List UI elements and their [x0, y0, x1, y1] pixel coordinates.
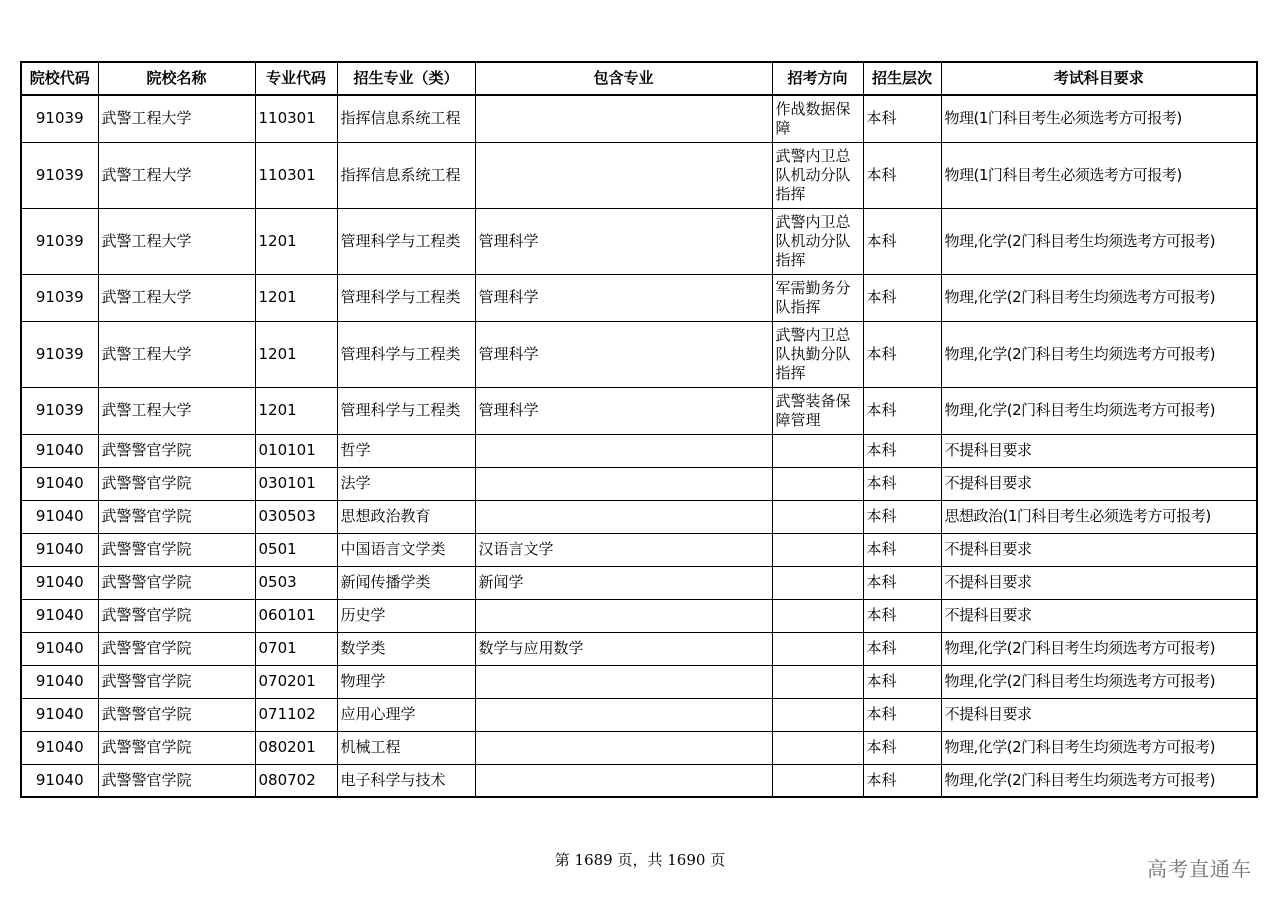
cell-subject-requirement: 不提科目要求	[941, 434, 1257, 467]
cell-subject-requirement: 物理,化学(2门科目考生均须选考方可报考)	[941, 632, 1257, 665]
table-row	[21, 467, 1257, 500]
cell-included-majors	[475, 731, 772, 764]
cell-included-majors: 管理科学	[475, 387, 772, 434]
cell-major: 管理科学与工程类	[337, 274, 475, 321]
header-row	[21, 62, 1257, 95]
cell-school-name: 武警工程大学	[98, 208, 255, 274]
cell-school-code: 91039	[21, 208, 98, 274]
cell-major: 管理科学与工程类	[337, 208, 475, 274]
table-row	[21, 387, 1257, 434]
header-level: 招生层次	[863, 62, 941, 95]
cell-major: 机械工程	[337, 731, 475, 764]
cell-major: 电子科学与技术	[337, 764, 475, 797]
cell-level: 本科	[863, 731, 941, 764]
cell-major-code: 060101	[255, 599, 337, 632]
cell-subject-requirement: 物理,化学(2门科目考生均须选考方可报考)	[941, 764, 1257, 797]
table-row	[21, 500, 1257, 533]
cell-direction	[772, 764, 863, 797]
header-direction: 招考方向	[772, 62, 863, 95]
table-body	[21, 95, 1257, 797]
cell-major: 应用心理学	[337, 698, 475, 731]
cell-major-code: 0501	[255, 533, 337, 566]
cell-direction	[772, 665, 863, 698]
cell-school-name: 武警工程大学	[98, 274, 255, 321]
cell-subject-requirement: 不提科目要求	[941, 467, 1257, 500]
header-major: 招生专业（类）	[337, 62, 475, 95]
cell-direction: 武警内卫总队机动分队指挥	[772, 142, 863, 208]
cell-direction	[772, 632, 863, 665]
table-row	[21, 434, 1257, 467]
cell-major-code: 110301	[255, 95, 337, 142]
cell-major: 思想政治教育	[337, 500, 475, 533]
cell-school-code: 91039	[21, 95, 98, 142]
cell-school-name: 武警警官学院	[98, 731, 255, 764]
table-row	[21, 632, 1257, 665]
cell-included-majors	[475, 142, 772, 208]
cell-direction	[772, 566, 863, 599]
cell-major-code: 1201	[255, 208, 337, 274]
cell-direction	[772, 731, 863, 764]
cell-level: 本科	[863, 95, 941, 142]
cell-subject-requirement: 思想政治(1门科目考生必须选考方可报考)	[941, 500, 1257, 533]
cell-school-code: 91040	[21, 533, 98, 566]
cell-direction: 武警内卫总队机动分队指挥	[772, 208, 863, 274]
table-row	[21, 698, 1257, 731]
cell-direction: 武警装备保障管理	[772, 387, 863, 434]
cell-school-code: 91040	[21, 731, 98, 764]
cell-direction	[772, 698, 863, 731]
cell-direction	[772, 500, 863, 533]
cell-level: 本科	[863, 500, 941, 533]
cell-included-majors: 数学与应用数学	[475, 632, 772, 665]
cell-school-code: 91040	[21, 599, 98, 632]
header-major-code: 专业代码	[255, 62, 337, 95]
cell-direction	[772, 467, 863, 500]
cell-school-code: 91040	[21, 500, 98, 533]
cell-included-majors: 汉语言文学	[475, 533, 772, 566]
cell-school-name: 武警警官学院	[98, 599, 255, 632]
cell-direction: 武警内卫总队执勤分队指挥	[772, 321, 863, 387]
cell-school-code: 91040	[21, 632, 98, 665]
table-row	[21, 533, 1257, 566]
cell-major: 新闻传播学类	[337, 566, 475, 599]
cell-school-code: 91039	[21, 321, 98, 387]
cell-direction	[772, 533, 863, 566]
header-school-code: 院校代码	[21, 62, 98, 95]
cell-subject-requirement: 物理,化学(2门科目考生均须选考方可报考)	[941, 665, 1257, 698]
table-row	[21, 665, 1257, 698]
cell-school-name: 武警工程大学	[98, 321, 255, 387]
table-row	[21, 274, 1257, 321]
cell-major-code: 1201	[255, 387, 337, 434]
cell-school-code: 91040	[21, 467, 98, 500]
cell-school-name: 武警警官学院	[98, 764, 255, 797]
cell-major-code: 0701	[255, 632, 337, 665]
table-row	[21, 95, 1257, 142]
cell-subject-requirement: 物理,化学(2门科目考生均须选考方可报考)	[941, 321, 1257, 387]
cell-level: 本科	[863, 599, 941, 632]
cell-level: 本科	[863, 274, 941, 321]
cell-major: 数学类	[337, 632, 475, 665]
cell-major-code: 010101	[255, 434, 337, 467]
cell-level: 本科	[863, 533, 941, 566]
cell-school-code: 91040	[21, 764, 98, 797]
cell-included-majors	[475, 665, 772, 698]
cell-subject-requirement: 物理(1门科目考生必须选考方可报考)	[941, 95, 1257, 142]
table-row	[21, 599, 1257, 632]
cell-school-code: 91040	[21, 434, 98, 467]
cell-subject-requirement: 物理,化学(2门科目考生均须选考方可报考)	[941, 208, 1257, 274]
header-school-name: 院校名称	[98, 62, 255, 95]
cell-school-code: 91039	[21, 142, 98, 208]
cell-level: 本科	[863, 387, 941, 434]
cell-subject-requirement: 物理,化学(2门科目考生均须选考方可报考)	[941, 387, 1257, 434]
header-subject-requirement: 考试科目要求	[941, 62, 1257, 95]
admissions-table	[20, 61, 1258, 798]
cell-level: 本科	[863, 467, 941, 500]
cell-major: 管理科学与工程类	[337, 321, 475, 387]
cell-subject-requirement: 不提科目要求	[941, 599, 1257, 632]
cell-major-code: 110301	[255, 142, 337, 208]
table-row	[21, 566, 1257, 599]
cell-subject-requirement: 物理,化学(2门科目考生均须选考方可报考)	[941, 274, 1257, 321]
cell-subject-requirement: 不提科目要求	[941, 698, 1257, 731]
cell-level: 本科	[863, 764, 941, 797]
cell-school-code: 91039	[21, 387, 98, 434]
cell-school-name: 武警警官学院	[98, 566, 255, 599]
cell-level: 本科	[863, 208, 941, 274]
header-included-majors: 包含专业	[475, 62, 772, 95]
table-row	[21, 142, 1257, 208]
table-row	[21, 764, 1257, 797]
cell-major: 中国语言文学类	[337, 533, 475, 566]
cell-major-code: 071102	[255, 698, 337, 731]
cell-major-code: 080702	[255, 764, 337, 797]
cell-subject-requirement: 不提科目要求	[941, 533, 1257, 566]
cell-level: 本科	[863, 434, 941, 467]
cell-major-code: 1201	[255, 321, 337, 387]
cell-major-code: 030101	[255, 467, 337, 500]
table-row	[21, 321, 1257, 387]
cell-level: 本科	[863, 698, 941, 731]
cell-major: 哲学	[337, 434, 475, 467]
cell-included-majors	[475, 95, 772, 142]
cell-major-code: 030503	[255, 500, 337, 533]
cell-major: 物理学	[337, 665, 475, 698]
cell-school-code: 91040	[21, 698, 98, 731]
cell-direction: 军需勤务分队指挥	[772, 274, 863, 321]
cell-subject-requirement: 不提科目要求	[941, 566, 1257, 599]
cell-major-code: 1201	[255, 274, 337, 321]
cell-included-majors: 管理科学	[475, 321, 772, 387]
cell-subject-requirement: 物理,化学(2门科目考生均须选考方可报考)	[941, 731, 1257, 764]
cell-school-code: 91040	[21, 566, 98, 599]
cell-major: 指挥信息系统工程	[337, 95, 475, 142]
cell-included-majors	[475, 434, 772, 467]
page-number: 第 1689 页，共 1690 页	[554, 851, 726, 869]
cell-included-majors	[475, 599, 772, 632]
cell-school-code: 91040	[21, 665, 98, 698]
cell-included-majors: 新闻学	[475, 566, 772, 599]
cell-major: 指挥信息系统工程	[337, 142, 475, 208]
cell-major: 法学	[337, 467, 475, 500]
cell-level: 本科	[863, 566, 941, 599]
cell-major: 管理科学与工程类	[337, 387, 475, 434]
cell-school-code: 91039	[21, 274, 98, 321]
cell-level: 本科	[863, 632, 941, 665]
table-row	[21, 208, 1257, 274]
cell-direction	[772, 434, 863, 467]
cell-major: 历史学	[337, 599, 475, 632]
cell-school-name: 武警警官学院	[98, 533, 255, 566]
cell-school-name: 武警警官学院	[98, 632, 255, 665]
cell-school-name: 武警工程大学	[98, 387, 255, 434]
cell-included-majors	[475, 764, 772, 797]
cell-school-name: 武警工程大学	[98, 142, 255, 208]
table-row	[21, 731, 1257, 764]
cell-major-code: 070201	[255, 665, 337, 698]
cell-school-name: 武警工程大学	[98, 95, 255, 142]
cell-level: 本科	[863, 142, 941, 208]
cell-included-majors: 管理科学	[475, 274, 772, 321]
cell-major-code: 080201	[255, 731, 337, 764]
cell-major-code: 0503	[255, 566, 337, 599]
cell-school-name: 武警警官学院	[98, 467, 255, 500]
cell-direction	[772, 599, 863, 632]
cell-school-name: 武警警官学院	[98, 698, 255, 731]
cell-school-name: 武警警官学院	[98, 665, 255, 698]
table-header	[21, 62, 1257, 95]
cell-included-majors: 管理科学	[475, 208, 772, 274]
cell-direction: 作战数据保障	[772, 95, 863, 142]
watermark: 高考直通车	[1147, 857, 1252, 881]
cell-level: 本科	[863, 321, 941, 387]
cell-level: 本科	[863, 665, 941, 698]
cell-school-name: 武警警官学院	[98, 434, 255, 467]
cell-school-name: 武警警官学院	[98, 500, 255, 533]
cell-included-majors	[475, 467, 772, 500]
cell-included-majors	[475, 500, 772, 533]
cell-subject-requirement: 物理(1门科目考生必须选考方可报考)	[941, 142, 1257, 208]
cell-included-majors	[475, 698, 772, 731]
